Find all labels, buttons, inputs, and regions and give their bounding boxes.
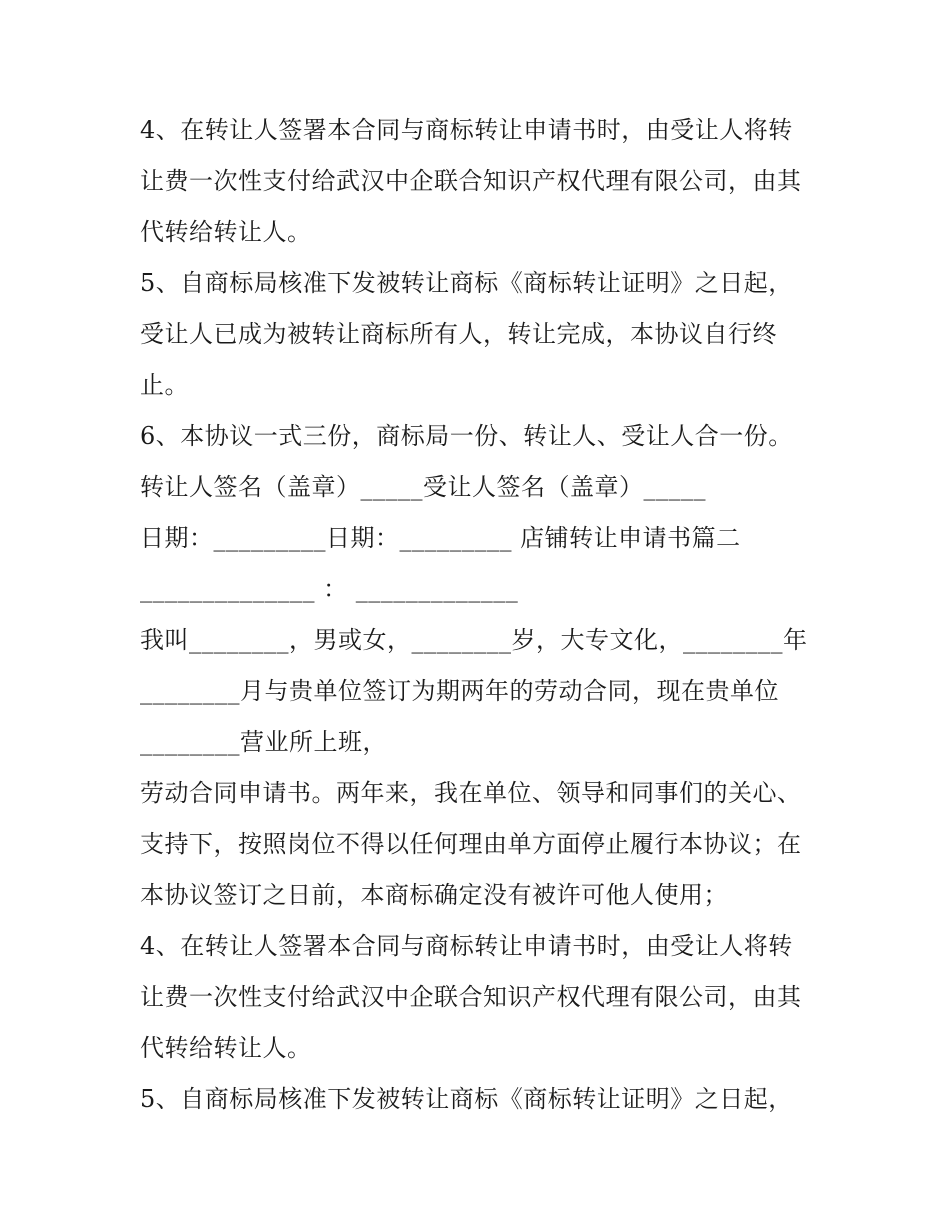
text-line: 4、在转让人签署本合同与商标转让申请书时，由受让人将转 [140, 116, 793, 144]
document-body [140, 105, 840, 1125]
text-line: ________月与贵单位签订为期两年的劳动合同，现在贵单位 [140, 677, 779, 705]
signature-line: 转让人签名（盖章）_____受让人签名（盖章）_____ [140, 473, 706, 501]
text-line: 让费一次性支付给武汉中企联合知识产权代理有限公司，由其 [140, 983, 802, 1011]
text-line: 劳动合同申请书。两年来，我在单位、领导和同事们的关心、 [140, 779, 802, 807]
text-line: ________营业所上班， [140, 728, 387, 756]
text-line: 止。 [140, 371, 189, 399]
text-line: 4、在转让人签署本合同与商标转让申请书时，由受让人将转 [140, 932, 793, 960]
text-line: 支持下，按照岗位不得以任何理由单方面停止履行本协议；在 [140, 830, 802, 858]
text-line: 5、自商标局核准下发被转让商标《商标转让证明》之日起， [140, 1085, 793, 1113]
date-line: 日期：_________日期：_________ 店铺转让申请书篇二 [140, 524, 741, 552]
text-line: 我叫________，男或女，________岁，大专文化，________年 [140, 626, 808, 654]
text-line: 受让人已成为被转让商标所有人，转让完成，本协议自行终 [140, 320, 777, 348]
text-line: 6、本协议一式三份，商标局一份、转让人、受让人合一份。 [140, 422, 793, 450]
text-line: 让费一次性支付给武汉中企联合知识产权代理有限公司，由其 [140, 167, 802, 195]
blank-line: ______________ ： _____________ [140, 575, 519, 603]
text-line: 代转给转让人。 [140, 218, 312, 246]
text-line: 本协议签订之日前，本商标确定没有被许可他人使用； [140, 881, 728, 909]
text-line: 5、自商标局核准下发被转让商标《商标转让证明》之日起， [140, 269, 793, 297]
text-line: 代转给转让人。 [140, 1034, 312, 1062]
